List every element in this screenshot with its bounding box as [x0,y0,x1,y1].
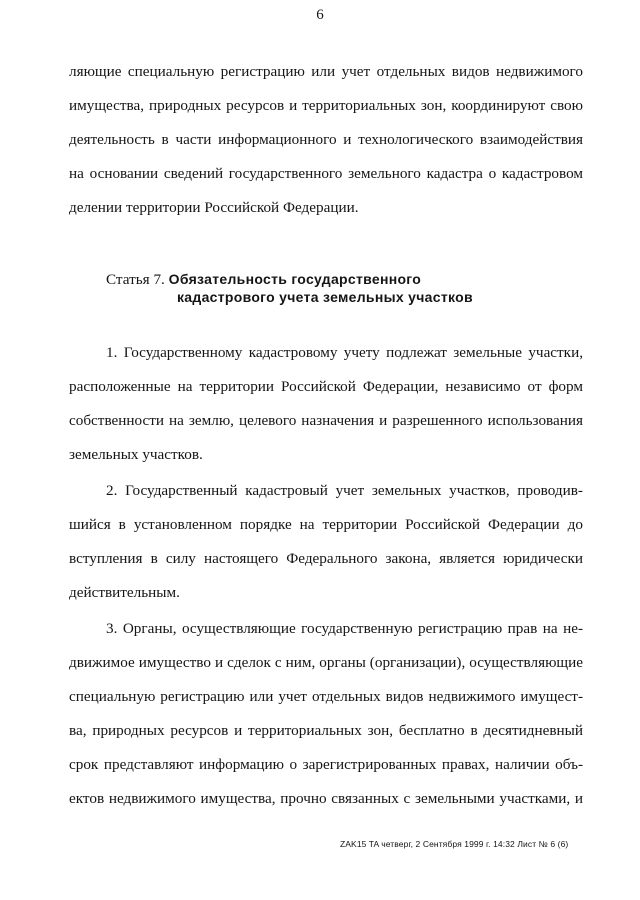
text-line: срок представляют информацию о зарегистрированных правах, наличии объ- [69,756,583,773]
page-number: 6 [316,7,324,23]
text-line: расположенные на территории Российской Федерации, независимо от форм [69,378,583,395]
text-line: специальную регистрацию или учет отдельных видов недвижимого имущест- [69,688,583,705]
text-line: шийся в установленном порядке на территории Российской Федерации до [69,516,583,533]
text-line: собственности на землю, целевого назначения и разрешенного использования [69,412,583,429]
text-line: ляющие специальную регистрацию или учет отдельных видов недвижимого [69,63,583,80]
article-label: Статья 7. [106,271,165,288]
text-line: на основании сведений государственного земельного кадастра о кадастровом [69,165,583,182]
article-title-line1: Обязательность государственного [168,271,422,287]
article-heading-line2 [177,287,473,308]
text-line: действительным. [69,584,180,601]
text-line: делении территории Российской Федерации. [69,199,359,216]
text-line: 3. Органы, осуществляющие государственную регистрацию прав на не- [106,620,583,637]
page-footer: ZAK15 TA четверг, 2 Сентября 1999 г. 14:32 Лист № 6 (6) [340,839,569,849]
text-line: земельных участков. [69,446,203,463]
text-line: ва, природных ресурсов и территориальных зон, бесплатно в десятидневный [69,722,583,739]
text-line: имущества, природных ресурсов и территориальных зон, координируют свою [69,97,583,114]
text-line: ектов недвижимого имущества, прочно связанных с земельными участками, и [69,790,583,807]
text-line: 2. Государственный кадастровый учет земельных участков, проводив- [106,482,583,499]
text-line: деятельность в части информационного и технологического взаимодействия [69,131,583,148]
text-line: движимое имущество и сделок с ним, органы (организации), осуществляющие [69,654,583,671]
text-line: вступления в силу настоящего Федерального закона, является юридически [69,550,583,567]
article-title-line2: кадастрового учета земельных участков [177,289,473,305]
text-line: 1. Государственному кадастровому учету подлежат земельные участки, [106,344,583,361]
